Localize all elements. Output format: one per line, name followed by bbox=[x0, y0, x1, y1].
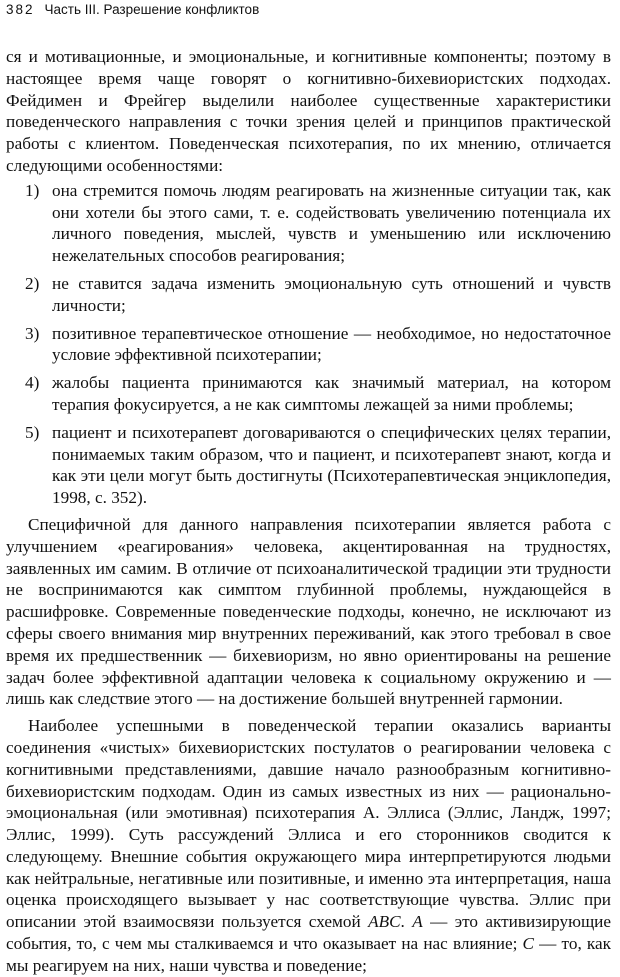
definition-a: — это активизирующие события, то, с чем мы сталкиваемся и что оказывает на нас влияние; bbox=[6, 912, 612, 954]
list-item-text: жалобы пациента принимаются как значимый материал, на котором терапия фокусируется, а не как симптомы лежащей за ними проблемы; bbox=[52, 373, 611, 414]
paragraph-ellis bbox=[6, 715, 611, 977]
running-head bbox=[6, 2, 611, 20]
section-title: Часть III. Разрешение конфликтов bbox=[44, 2, 260, 17]
abc-scheme: ABC bbox=[368, 912, 401, 932]
page-number: 382 bbox=[6, 2, 35, 17]
list-item bbox=[6, 180, 611, 267]
letter-c: C bbox=[522, 934, 534, 954]
list-marker: 1) bbox=[25, 180, 40, 200]
body-text bbox=[6, 46, 611, 977]
list-marker: 2) bbox=[25, 273, 40, 293]
letter-a: A bbox=[412, 912, 423, 932]
list-item bbox=[6, 422, 611, 509]
paragraph-specific-work: Специфичной для данного направления психотерапии является работа с улучшением «реагирования» человека, акцентированная на трудностях, заявленных им самим. В отличие от психоаналитической традиции эти трудности не воспринимаются как симптом глубинной проблемы, нуждающейся в расшифровке. Современные поведенческие подходы, конечно, не исключают из сферы своего внимания мир внутренних переживаний, как этого требовал в свое время их предшественник — бихевиоризм, но явно ориентированы на решение задач более эффективной адаптации человека к социальному окружению и — лишь как следствие этого — на достижение большей внутренней гармонии. bbox=[6, 514, 611, 709]
list-marker: 4) bbox=[25, 373, 40, 393]
list-item-text: она стремится помочь людям реагировать на жизненные ситуации так, как они хотели бы этого сами, т. е. содействовать увеличению потенциала их личного поведения, мыслей, чувств и уменьшению или исключению нежелательных способов реагирования; bbox=[52, 180, 611, 266]
list-marker: 3) bbox=[25, 323, 40, 343]
scheme-period: . bbox=[400, 912, 405, 932]
paragraph-ellis-text: Наиболее успешными в поведенческой терапии оказались варианты соединения «чистых» бихевиористских постулатов о реагировании человека с когнитивными представлениями, давшие начало разнообразным когнитивно-бихевиористским подходам. Один из самых известных из них — рационально-эмоциональная (или эмотивная) психотерапия А. Эллиса (Эллис, Ландж, 1997; Эллис, 1999). Суть рассуждений Эллиса и его сторонников сводится к следующему. Внешние события окружающего мира интерпретируются людьми как нейтральные, негативные или позитивные, и именно эта интерпретация, наша оценка происходящего вызывает у нас соответствующие чувства. Эллис при описании этой взаимосвязи пользуется схемой bbox=[6, 716, 611, 932]
list-item-text: позитивное терапевтическое отношение — необходимое, но недостаточное условие эффективной психотерапии; bbox=[52, 323, 611, 365]
features-list bbox=[6, 180, 611, 509]
list-item bbox=[6, 372, 611, 416]
list-item bbox=[6, 273, 611, 317]
list-marker: 5) bbox=[25, 422, 40, 442]
list-item-text: не ставится задача изменить эмоциональную суть отношений и чувств личности; bbox=[52, 273, 611, 315]
intro-paragraph: ся и мотивационные, и эмоциональные, и когнитивные компоненты; поэтому в настоящее время чаще говорят о когнитивно-бихевиористских подходах. Фейдимен и Фрейгер выделили наиболее существенные характеристики поведенческого направления с точки зрения целей и принципов практической работы с клиентом. Поведенческая психотерапия, по их мнению, отличается следующими особенностями: bbox=[6, 47, 611, 175]
list-item-text: пациент и психотерапевт договариваются о специфических целях терапии, понимаемых таким образом, что и пациент, и психотерапевт знают, когда и как эти цели могут быть достигнуты (Психотерапевтическая энциклопедия, 1998, с. 352). bbox=[52, 422, 611, 508]
definition-c: — то, как мы реагируем на них, наши чувства и поведение; bbox=[6, 934, 611, 975]
list-item bbox=[6, 323, 611, 367]
